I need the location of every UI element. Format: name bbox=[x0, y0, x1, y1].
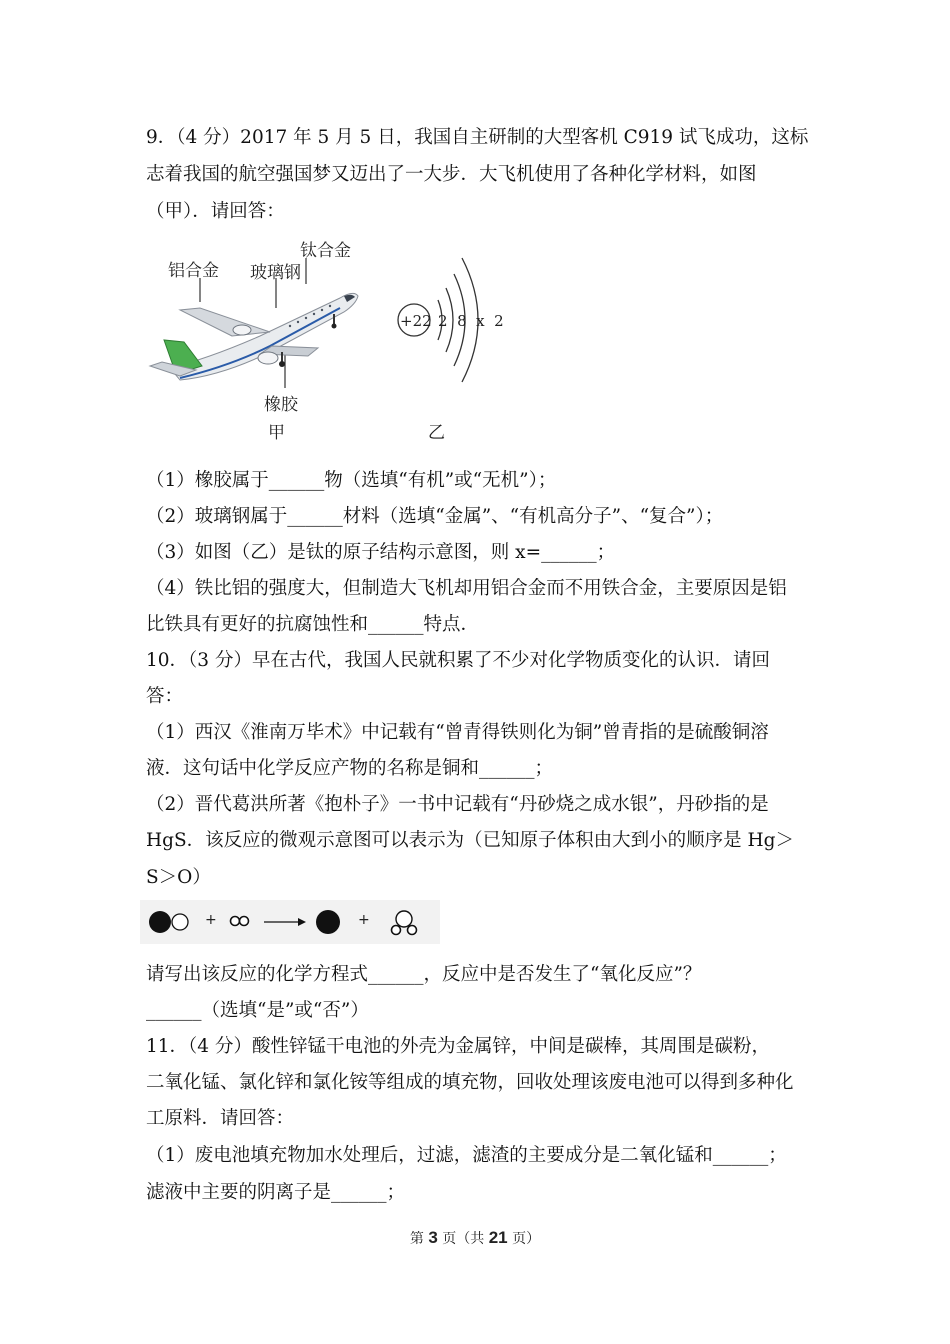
q10-stem-line2: 答： bbox=[146, 686, 184, 707]
q10-sub2-line5: ______（选填“是”或“否”） bbox=[146, 1000, 369, 1021]
airplane-icon bbox=[140, 240, 380, 400]
label-rubber: 橡胶 bbox=[264, 395, 298, 415]
label-fiberglass: 玻璃钢 bbox=[250, 263, 301, 283]
page-footer bbox=[0, 1228, 950, 1248]
q9-sub4-line2: 比铁具有更好的抗腐蚀性和______特点． bbox=[146, 614, 480, 635]
q9-stem-line3: （甲）．请回答： bbox=[146, 201, 285, 222]
q10-sub1-line1: （1）西汉《淮南万毕术》中记载有“曾青得铁则化为铜”曾青指的是硫酸铜溶 bbox=[146, 722, 769, 743]
q9-stem-line2: 志着我国的航空强国梦又迈出了一大步．大飞机使用了各种化学材料，如图 bbox=[146, 164, 757, 185]
q10-sub1-line2: 液．这句话中化学反应产物的名称是铜和______； bbox=[146, 758, 554, 779]
footer-total-pages: 21 bbox=[488, 1228, 508, 1247]
q9-sub1: （1）橡胶属于______物（选填“有机”或“无机”）； bbox=[146, 470, 557, 491]
caption-figure-a: 甲 bbox=[268, 423, 285, 443]
atom-nucleus-charge: +22 bbox=[400, 312, 432, 330]
q11-stem-line2: 二氧化锰、氯化锌和氯化铵等组成的填充物，回收处理该废电池可以得到多种化 bbox=[146, 1072, 794, 1093]
q9-sub3: （3）如图（乙）是钛的原子结构示意图，则 x=______； bbox=[146, 542, 616, 563]
q11-sub1-line2: 滤液中主要的阴离子是______； bbox=[146, 1182, 406, 1203]
footer-mid: 页（共 bbox=[442, 1231, 485, 1247]
footer-page-number: 3 bbox=[428, 1228, 438, 1247]
caption-figure-b: 乙 bbox=[428, 423, 445, 443]
footer-suffix: 页） bbox=[512, 1231, 541, 1247]
reaction-diagram bbox=[140, 900, 440, 944]
q11-stem-line3: 工原料．请回答： bbox=[146, 1108, 295, 1129]
q9-sub4-line1: （4）铁比铝的强度大，但制造大飞机却用铝合金而不用铁合金，主要原因是铝 bbox=[146, 578, 787, 599]
atom-electron-shells: 2 8 x 2 bbox=[438, 312, 504, 330]
q9-stem-line1: 9．（4 分）2017 年 5 月 5 日，我国自主研制的大型客机 C919 试飞成功，这标 bbox=[146, 127, 809, 148]
q10-sub2-line2: HgS．该反应的微观示意图可以表示为（已知原子体积由大到小的顺序是 Hg＞ bbox=[146, 830, 795, 851]
label-aluminum-alloy: 铝合金 bbox=[168, 261, 219, 281]
label-titanium-alloy: 钛合金 bbox=[300, 241, 351, 261]
q10-sub2-line1: （2）晋代葛洪所著《抱朴子》一书中记载有“丹砂烧之成水银”，丹砂指的是 bbox=[146, 794, 769, 815]
reaction-plus-2: + bbox=[358, 912, 370, 928]
q10-stem-line1: 10．（3 分）早在古代，我国人民就积累了不少对化学物质变化的认识．请回 bbox=[146, 650, 770, 671]
q11-sub1-line1: （1）废电池填充物加水处理后，过滤，滤渣的主要成分是二氧化锰和______； bbox=[146, 1145, 787, 1166]
q9-sub2: （2）玻璃钢属于______材料（选填“金属”、“有机高分子”、“复合”）； bbox=[146, 506, 724, 527]
q10-sub2-line3: S＞O） bbox=[146, 867, 211, 888]
footer-prefix: 第 bbox=[409, 1231, 424, 1247]
reaction-plus-1: + bbox=[205, 912, 217, 928]
q10-sub2-line4: 请写出该反应的化学方程式______，反应中是否发生了“氧化反应”？ bbox=[146, 964, 702, 985]
q11-stem-line1: 11．（4 分）酸性锌锰干电池的外壳为金属锌，中间是碳棒，其周围是碳粉， bbox=[146, 1036, 770, 1057]
